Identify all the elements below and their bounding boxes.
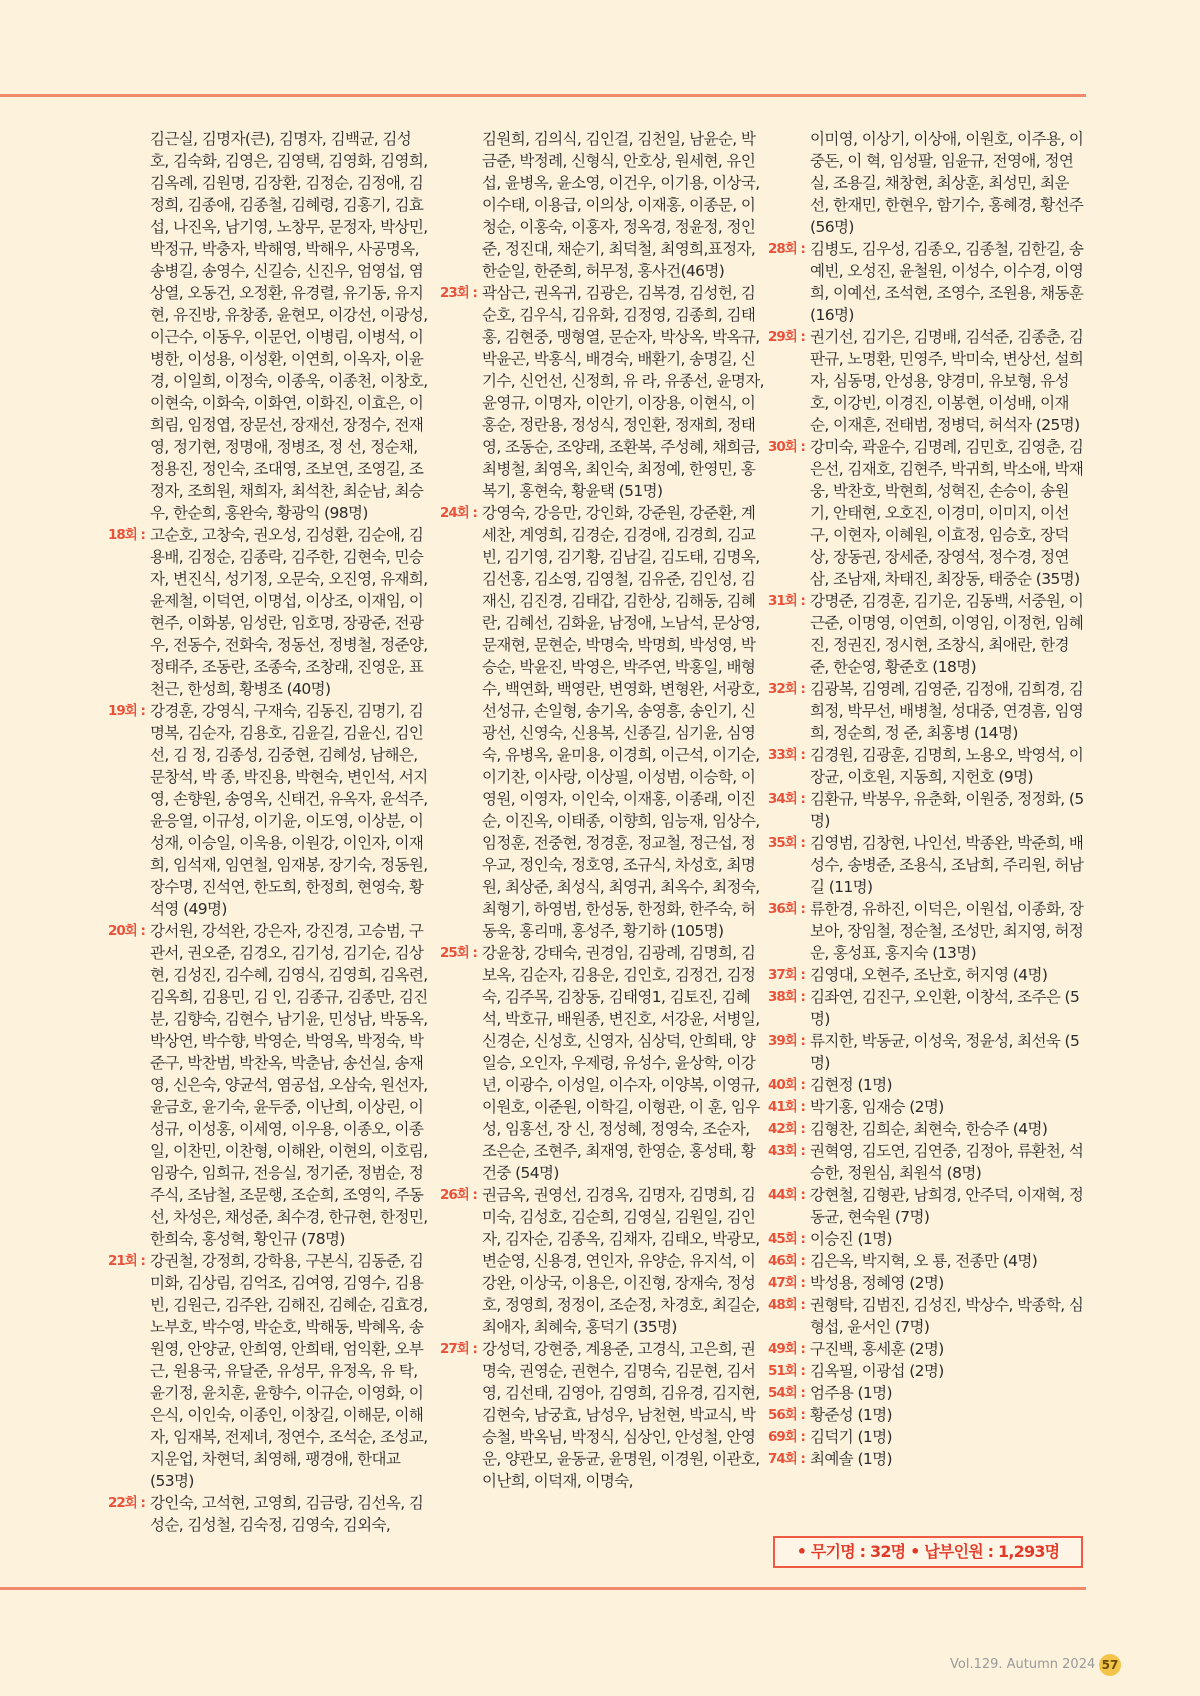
class-label: 37회 : (768, 967, 805, 983)
member-group (768, 1426, 1086, 1448)
class-label: 19회 : (108, 703, 145, 719)
member-group (768, 128, 1086, 238)
class-label: 44회 : (768, 1187, 805, 1203)
class-label: 35회 : (768, 835, 805, 851)
class-label: 39회 : (768, 1033, 805, 1049)
member-group (768, 964, 1086, 986)
member-group (440, 282, 766, 502)
member-names: 강윤창, 강태숙, 권경임, 김광례, 김명희, 김보옥, 김순자, 김용운, 김인호, 김정건, 김정숙, 김주목, 김창동, 김태영1, 김토진, 김혜석, 박호규, 배원종, 변진호, 서강윤, 서병일, 신경순, 신성호, 신영자, 심상덕, 안희태, 양일승, 오인자, 우제령, 유성수, 윤상학, 이강년, 이광수, 이성일, 이수자, 이양복, 이영규, 이원호, 이준원, 이학길, 이형관, 이 훈, 임우성, 임홍선, 장 신, 정성혜, 정영숙, 조순자, 조은순, 조현주, 최재영, 한영순, 홍성태, 황건중 (54명) (482, 944, 760, 1182)
class-label: 33회 : (768, 747, 805, 763)
member-names: 김원희, 김의식, 김인걸, 김천일, 남윤순, 박금준, 박정례, 신형식, 안호상, 원세현, 유인섭, 윤병옥, 윤소영, 이건우, 이기용, 이상국, 이수태, 이용급, 이의상, 이재홍, 이종문, 이청순, 이홍숙, 이홍자, 정옥경, 정윤정, 정인준, 정진대, 채순기, 최덕철, 최영희,표정자, 한순일, 한준희, 허무정, 홍사건(46명) (482, 130, 760, 280)
member-group (768, 1074, 1086, 1096)
member-names: 강인숙, 고석현, 고영희, 김금랑, 김선옥, 김성순, 김성철, 김숙정, 김영숙, 김외숙, (150, 1494, 424, 1534)
member-names: 김영대, 오현주, 조난호, 허지영 (4명) (810, 966, 1048, 984)
class-label: 45회 : (768, 1231, 805, 1247)
member-names: 권형탁, 김범진, 김성진, 박상수, 박종학, 심형섭, 윤서인 (7명) (810, 1296, 1084, 1336)
summary-box: • 무기명 : 32명 • 납부인원 : 1,293명 (773, 1536, 1083, 1568)
class-label: 42회 : (768, 1121, 805, 1137)
class-label: 36회 : (768, 901, 805, 917)
member-group (768, 1184, 1086, 1228)
member-names: 김근실, 김명자(큰), 김명자, 김백균, 김성호, 김숙화, 김영은, 김영택, 김영화, 김영희, 김옥례, 김원명, 김장환, 김정순, 김정애, 김정희, 김종애, 김종철, 김혜령, 김홍기, 김효섭, 나진옥, 남기영, 노창무, 문정자, 박상민, 박정규, 박충자, 박해영, 박해우, 사공명옥, 송병길, 송영수, 신길승, 신진우, 엄영섭, 염상열, 오동건, 오정환, 유경렬, 유기동, 유지현, 유진방, 유창종, 윤현모, 이강선, 이광성, 이근수, 이동우, 이문언, 이병림, 이병석, 이병한, 이성용, 이성환, 이연희, 이옥자, 이윤경, 이일희, 이정숙, 이종욱, 이종천, 이창호, 이현숙, 이화숙, 이화연, 이화진, 이효은, 이희림, 임정엽, 장문선, 장재선, 장정수, 전재영, 정기현, 정명애, 정병조, 정 선, 정순채, 정용진, 정인숙, 조대영, 조보연, 조영길, 조정자, 조희원, 채희자, 최석찬, 최순남, 최승우, 한순희, 홍완숙, 황광익 (98명) (150, 130, 428, 522)
member-names: 박기홍, 임재승 (2명) (810, 1098, 944, 1116)
class-label: 40회 : (768, 1077, 805, 1093)
class-label: 25회 : (440, 945, 477, 961)
class-label: 69회 : (768, 1429, 805, 1445)
member-names: 이승진 (1명) (810, 1230, 892, 1248)
member-names: 강권철, 강정희, 강학용, 구본식, 김동준, 김미화, 김상림, 김억조, 김여영, 김영수, 김용빈, 김원근, 김주완, 김해진, 김혜순, 김효경, 노부호, 박수영, 박순호, 박해동, 박혜옥, 송원영, 안양균, 안희영, 안희태, 엄익환, 오부근, 원용국, 유달준, 유성무, 유정옥, 유 탁, 윤기정, 윤치훈, 윤향수, 이규순, 이영화, 이은식, 이인숙, 이종인, 이창길, 이해문, 이해자, 임재복, 전제녀, 정연수, 조석순, 조성교, 지운업, 차현덕, 최영해, 팽경애, 한대교 (53명) (150, 1252, 428, 1490)
member-group (440, 502, 766, 942)
member-group (768, 1030, 1086, 1074)
class-label: 26회 : (440, 1187, 477, 1203)
class-label: 41회 : (768, 1099, 805, 1115)
member-names: 강명준, 김경훈, 김기운, 김동백, 서중원, 이근준, 이명영, 이연희, 이영임, 이정헌, 임혜진, 정권진, 정시현, 조창식, 최애란, 한경준, 한순영, 황준호 (18명) (810, 592, 1084, 676)
issue-label: Vol.129. Autumn 2024 (950, 1657, 1096, 1672)
member-group (108, 920, 428, 1250)
member-names: 강영숙, 강응만, 강인화, 강준원, 강준환, 계세찬, 계영희, 김경순, 김경애, 김경희, 김교빈, 김기영, 김기황, 김남길, 김도태, 김명옥, 김선홍, 김소영, 김영철, 김유준, 김인성, 김재신, 김진경, 김태갑, 김한상, 김해동, 김혜란, 김혜선, 김화윤, 남정애, 노남석, 문상영, 문재현, 문현순, 박명숙, 박명희, 박성영, 박승순, 박윤진, 박영은, 박주연, 박홍일, 배형수, 백연화, 백영란, 변영화, 변형완, 서광호, 선성규, 손일형, 송기옥, 송영흥, 송인기, 신광선, 신영숙, 신용복, 신종길, 심기윤, 심영숙, 유병옥, 윤미용, 이경희, 이근석, 이기순, 이기찬, 이사랑, 이상필, 이성범, 이승학, 이영원, 이영자, 이인숙, 이재홍, 이종래, 이진순, 이진옥, 이태종, 이향희, 임능재, 임상수, 임정훈, 전중현, 정경훈, 정교철, 정근섭, 정우교, 정인숙, 정호영, 조규식, 차성호, 최명원, 최상준, 최성식, 최영귀, 최옥수, 최정숙, 최형기, 하영범, 한성동, 한정화, 한주숙, 허동욱, 홍리매, 홍성주, 황기하 (105명) (482, 504, 760, 940)
class-label: 30회 : (768, 439, 805, 455)
member-group (768, 678, 1086, 744)
member-group (108, 1250, 428, 1492)
member-group (768, 1294, 1086, 1338)
member-names: 김병도, 김우성, 김종오, 김종철, 김한길, 송예빈, 오성진, 윤철원, 이성수, 이수경, 이영희, 이예선, 조석현, 조영수, 조원용, 채동훈 (16명) (810, 240, 1084, 324)
member-group (440, 942, 766, 1184)
member-group (440, 1184, 766, 1338)
member-group (768, 788, 1086, 832)
member-names: 김광복, 김영례, 김영준, 김정애, 김희경, 김희정, 박무선, 배병철, 성대중, 연경흠, 임영희, 정순희, 정 준, 최홍병 (14명) (810, 680, 1084, 742)
member-group (768, 436, 1086, 590)
class-label: 31회 : (768, 593, 805, 609)
column-2 (440, 128, 766, 1492)
member-group (108, 700, 428, 920)
member-names: 강성덕, 강현중, 계용준, 고경식, 고은희, 권명숙, 권영순, 권현수, 김명숙, 김문현, 김서영, 김선태, 김영아, 김영희, 김유경, 김지현, 김현숙, 남궁효, 남성우, 남천현, 박교식, 박승철, 박옥님, 박정식, 심상인, 안성철, 안영운, 양관모, 윤동균, 윤명원, 이경원, 이관호, 이난희, 이덕재, 이명숙, (482, 1340, 760, 1490)
class-label: 38회 : (768, 989, 805, 1005)
member-names: 김현정 (1명) (810, 1076, 892, 1094)
member-names: 박성용, 정혜영 (2명) (810, 1274, 944, 1292)
member-names: 류한경, 유하진, 이덕은, 이원섭, 이종화, 장보아, 장임철, 정순철, 조성만, 최지영, 허정운, 홍성표, 홍지숙 (13명) (810, 900, 1084, 962)
member-group (768, 1250, 1086, 1272)
class-label: 22회 : (108, 1495, 145, 1511)
class-label: 32회 : (768, 681, 805, 697)
member-group (768, 832, 1086, 898)
top-rule (0, 94, 1086, 97)
member-group (440, 1338, 766, 1492)
member-group (108, 1492, 428, 1536)
class-label: 47회 : (768, 1275, 805, 1291)
member-names: 김은옥, 박지혁, 오 룡, 전종만 (4명) (810, 1252, 1038, 1270)
member-group (768, 326, 1086, 436)
bottom-rule (0, 1587, 1086, 1590)
member-names: 김경원, 김광훈, 김명희, 노용오, 박영석, 이장균, 이호원, 지동희, 지헌호 (9명) (810, 746, 1084, 786)
member-group (768, 1096, 1086, 1118)
member-names: 엄주용 (1명) (810, 1384, 892, 1402)
class-label: 46회 : (768, 1253, 805, 1269)
member-group (768, 1140, 1086, 1184)
member-names: 류지한, 박동균, 이성욱, 정윤성, 최선욱 (5명) (810, 1032, 1080, 1072)
class-label: 23회 : (440, 285, 477, 301)
column-3 (768, 128, 1086, 1470)
member-names: 강서원, 강석완, 강은자, 강진경, 고승범, 구관서, 권오준, 김경오, 김기성, 김기순, 김상현, 김성진, 김수혜, 김영식, 김영희, 김옥련, 김옥희, 김용민, 김 인, 김종규, 김종만, 김진분, 김향숙, 김현수, 남기윤, 민성남, 박동옥, 박상연, 박수향, 박영순, 박영옥, 박정숙, 박준구, 박찬범, 박찬옥, 박춘남, 송선실, 송재영, 신은숙, 양균석, 염공섭, 오삼숙, 원선자, 윤금호, 윤기숙, 윤두중, 이난희, 이상린, 이성규, 이성홍, 이세영, 이우용, 이종오, 이종일, 이찬민, 이찬형, 이해완, 이현의, 이호림, 임광수, 임희규, 전응실, 정기준, 정범순, 정주식, 조남철, 조문행, 조순희, 조영익, 주동선, 차성은, 채성준, 최수경, 한규현, 한정민, 한희숙, 홍성혁, 황인규 (78명) (150, 922, 428, 1248)
member-group (768, 1404, 1086, 1426)
class-label: 24회 : (440, 505, 477, 521)
member-group (768, 590, 1086, 678)
member-names: 권혁영, 김도연, 김연중, 김정아, 류환천, 석승한, 정원심, 최원석 (8명) (810, 1142, 1084, 1182)
member-names: 김옥필, 이광섭 (2명) (810, 1362, 944, 1380)
member-group (768, 1338, 1086, 1360)
member-group (108, 128, 428, 524)
class-label: 20회 : (108, 923, 145, 939)
class-label: 56회 : (768, 1407, 805, 1423)
member-names: 최예솔 (1명) (810, 1450, 892, 1468)
member-names: 권기선, 김기은, 김명배, 김석준, 김종춘, 김판규, 노명환, 민영주, 박미숙, 변상선, 설희자, 심동명, 안성용, 양경미, 유보형, 유성호, 이강빈, 이경진, 이봉현, 이성배, 이재순, 이재흔, 전태범, 정병덕, 허석자 (25명) (810, 328, 1084, 434)
member-group (440, 128, 766, 282)
page-number: 57 (1099, 1654, 1121, 1676)
member-group (768, 744, 1086, 788)
member-group (768, 986, 1086, 1030)
member-names: 황준성 (1명) (810, 1406, 892, 1424)
member-names: 권금옥, 권영선, 김경옥, 김명자, 김명희, 김미숙, 김성호, 김순희, 김영실, 김원일, 김인자, 김자순, 김종옥, 김채자, 김태오, 박광모, 변순영, 신용경, 연인자, 유양순, 유지석, 이강완, 이상국, 이용은, 이진형, 장재숙, 정성호, 정영희, 정정이, 조순정, 차경호, 최길순, 최애자, 최혜숙, 홍덕기 (35명) (482, 1186, 760, 1336)
class-label: 28회 : (768, 241, 805, 257)
member-group (768, 1118, 1086, 1140)
class-label: 18회 : (108, 527, 145, 543)
member-names: 강경훈, 강영식, 구재숙, 김동진, 김명기, 김명복, 김순자, 김용호, 김윤길, 김윤신, 김인선, 김 정, 김종성, 김중현, 김혜성, 남해은, 문창석, 박 종, 박진용, 박현숙, 변인석, 서지영, 손향원, 송영옥, 신태건, 유옥자, 윤석주, 윤응열, 이규성, 이기윤, 이도영, 이상분, 이성재, 이승일, 이욱용, 이원강, 이인자, 이재희, 임석재, 임연철, 임재봉, 장기숙, 정동원, 장수명, 진석연, 한도희, 한정희, 현영숙, 황석영 (49명) (150, 702, 428, 918)
member-names: 이미영, 이상기, 이상애, 이원호, 이주용, 이중돈, 이 혁, 임성팔, 임윤규, 전영애, 정연실, 조용길, 채창현, 최상훈, 최성민, 최운선, 한재민, 한현우, 함기수, 홍혜경, 황선주 (56명) (810, 130, 1084, 236)
member-names: 김환규, 박봉우, 유춘화, 이원중, 정정화, (5명) (810, 790, 1084, 830)
member-group (768, 238, 1086, 326)
class-label: 27회 : (440, 1341, 477, 1357)
member-group (768, 1228, 1086, 1250)
member-names: 강현철, 김형관, 남희경, 안주덕, 이재혁, 정동균, 현숙원 (7명) (810, 1186, 1084, 1226)
member-names: 강미숙, 곽윤수, 김명례, 김민호, 김영춘, 김은선, 김재호, 김현주, 박귀희, 박소애, 박재웅, 박찬호, 박현희, 성혁진, 손승이, 송원기, 안태현, 오호진, 이경미, 이미지, 이선구, 이현자, 이혜원, 이효정, 임승호, 장덕상, 장동권, 장세준, 장영석, 정수경, 정연삼, 조남재, 차태진, 최장동, 태중순 (35명) (810, 438, 1084, 588)
class-label: 34회 : (768, 791, 805, 807)
member-names: 김영범, 김창현, 나인선, 박종완, 박준희, 배성수, 송병준, 조용식, 조남희, 주리원, 허남길 (11명) (810, 834, 1084, 896)
member-group (768, 1360, 1086, 1382)
class-label: 49회 : (768, 1341, 805, 1357)
class-label: 48회 : (768, 1297, 805, 1313)
member-names: 김형찬, 김희순, 최현숙, 한승주 (4명) (810, 1120, 1048, 1138)
member-names: 곽삼근, 권옥귀, 김광은, 김복경, 김성헌, 김순호, 김우식, 김유화, 김정영, 김종희, 김태홍, 김현중, 맹형열, 문순자, 박상옥, 박옥규, 박윤곤, 박홍식, 배경숙, 배환기, 송명길, 신기수, 신언선, 신정희, 유 라, 유종선, 윤명자, 윤영규, 이명자, 이안기, 이장용, 이현식, 이홍순, 정란용, 정성식, 정인환, 정재희, 정태영, 조동순, 조양래, 조환복, 주성혜, 채희금, 최병철, 최영옥, 최인숙, 최정예, 한영민, 홍복기, 홍현숙, 황윤택 (51명) (482, 284, 764, 500)
member-group (768, 1272, 1086, 1294)
member-names: 고순호, 고창숙, 권오성, 김성환, 김순애, 김용배, 김정순, 김종락, 김주한, 김현숙, 민승자, 변진식, 성기정, 오문숙, 오진영, 유재희, 윤제철, 이덕연, 이명섭, 이상조, 이재임, 이현주, 이화봉, 임성란, 임호명, 장광준, 전광우, 전동수, 전화숙, 정동선, 정병철, 정준양, 정태주, 조동란, 조종숙, 조창래, 진영운, 표천근, 한성희, 황병조 (40명) (150, 526, 428, 698)
class-label: 21회 : (108, 1253, 145, 1269)
member-group (768, 1382, 1086, 1404)
class-label: 51회 : (768, 1363, 805, 1379)
class-label: 43회 : (768, 1143, 805, 1159)
column-1 (108, 128, 428, 1536)
class-label: 29회 : (768, 329, 805, 345)
member-group (108, 524, 428, 700)
member-names: 김좌연, 김진구, 오인환, 이창석, 조주은 (5명) (810, 988, 1080, 1028)
class-label: 54회 : (768, 1385, 805, 1401)
member-group (768, 898, 1086, 964)
member-group (768, 1448, 1086, 1470)
class-label: 74회 : (768, 1451, 805, 1467)
member-names: 김덕기 (1명) (810, 1428, 892, 1446)
member-names: 구진백, 홍세훈 (2명) (810, 1340, 944, 1358)
